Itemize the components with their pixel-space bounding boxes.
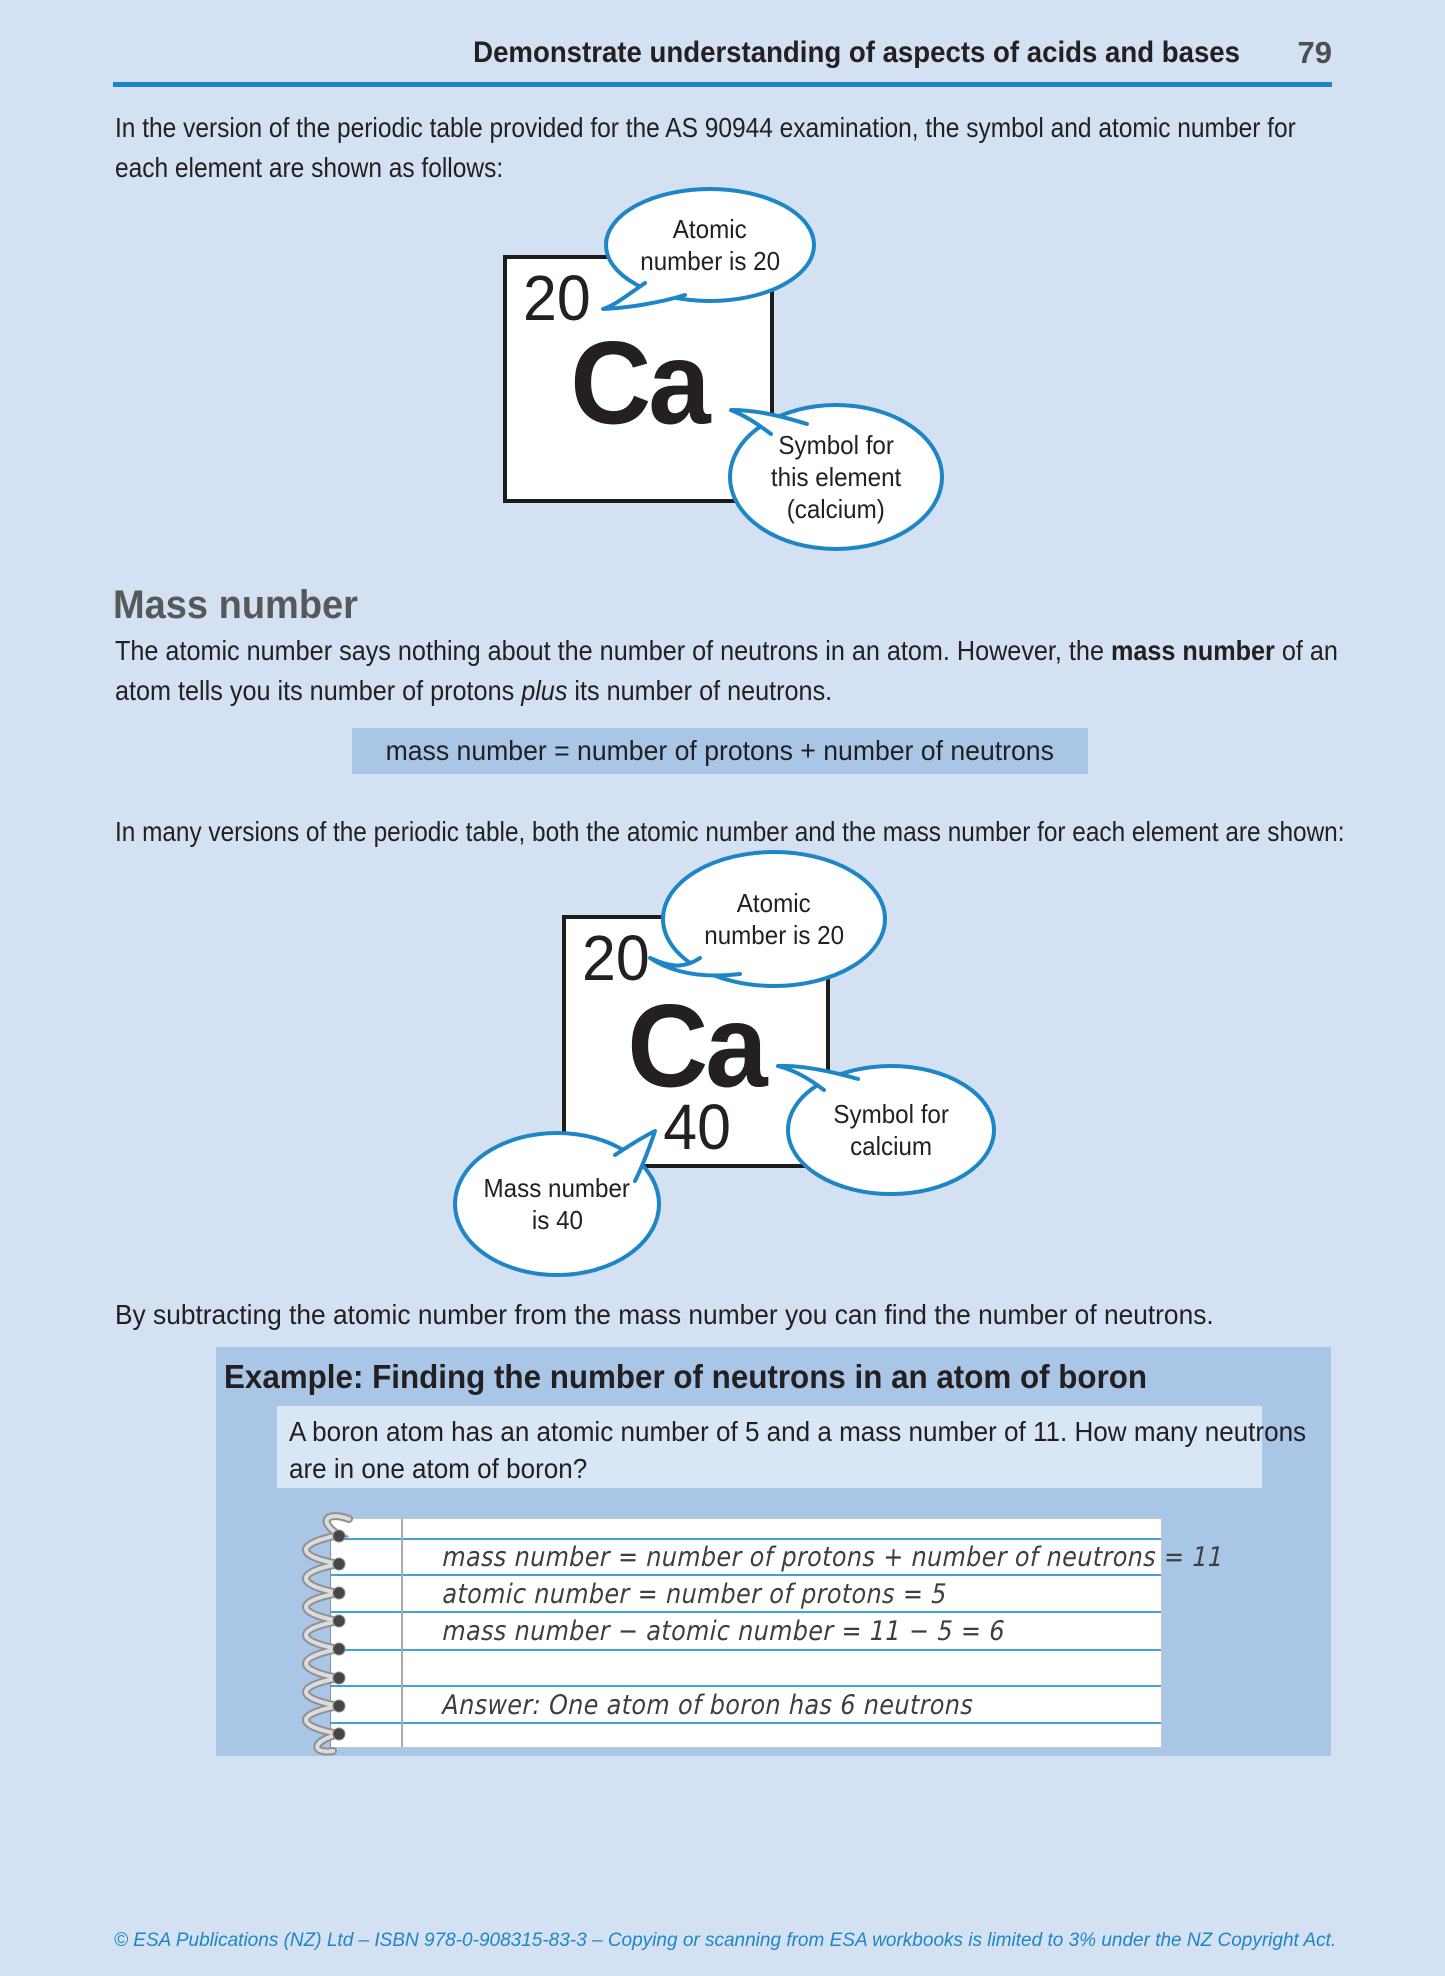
problem-line: are in one atom of boron? — [289, 1453, 588, 1484]
element-symbol: Ca — [569, 317, 708, 450]
bubble-line: number is 20 — [640, 246, 780, 276]
bubble-line: Atomic — [737, 888, 811, 918]
working-row: mass number − atomic number = 11 − 5 = 6 — [442, 1616, 1006, 1647]
bubble-line: number is 20 — [704, 920, 844, 950]
bubble-line: (calcium) — [786, 494, 886, 524]
bubble-line: Symbol for — [833, 1099, 949, 1129]
atomic-number-value: 20 — [523, 262, 591, 334]
intro-paragraph: In the version of the periodic table provided for the AS 90944 examination, the symbol and atomic number for each element are shown as follows: — [115, 112, 1296, 183]
example-heading: Example: Finding the number of neutrons in an atom of boron — [224, 1358, 1148, 1395]
paragraph-text: of an atom tells you its number of protons — [115, 635, 1338, 706]
speech-bubble-mass-number — [443, 1123, 685, 1285]
working-row: atomic number = number of protons = 5 — [442, 1579, 948, 1610]
ruled-line — [331, 1685, 1161, 1687]
bubble-line: Atomic — [673, 214, 747, 244]
margin-line — [401, 1519, 403, 1747]
bold-mass-number: mass number — [1110, 635, 1275, 666]
formula-text: mass number = number of protons + number of neutrons — [385, 735, 1055, 766]
element-symbol: Ca — [627, 980, 765, 1113]
italic-plus: plus — [521, 675, 568, 706]
versions-paragraph: In many versions of the periodic table, both the atomic number and the mass number for each element are shown: — [115, 816, 1345, 847]
bubble-line: is 40 — [531, 1205, 583, 1235]
problem-line: A boron atom has an atomic number of 5 and a mass number of 11. How many neutrons — [289, 1416, 1307, 1447]
mass-number-value: 40 — [663, 1091, 731, 1163]
atomic-number-value: 20 — [582, 922, 650, 994]
speech-bubble-symbol — [772, 1058, 1005, 1200]
bubble-line: Symbol for — [778, 430, 894, 460]
problem-statement-box — [277, 1406, 1307, 1488]
working-row: mass number = number of protons + number of neutrons = 11 — [442, 1542, 1225, 1573]
bubble-line: calcium — [850, 1131, 932, 1161]
bubble-line: this element — [770, 462, 902, 492]
example-panel — [216, 1347, 1331, 1756]
notebook-working — [330, 1518, 1225, 1748]
spiral-binding-icon — [295, 1511, 357, 1757]
page-number: 79 — [1297, 35, 1332, 70]
bubble-line: Mass number — [483, 1173, 631, 1203]
paragraph-text: its number of neutrons. — [567, 675, 833, 706]
paragraph-text: The atomic number says nothing about the number of neutrons in an atom. However, the — [115, 635, 1111, 666]
copyright-footer: © ESA Publications (NZ) Ltd – ISBN 978-0-908315-83-3 – Copying or scanning from ESA workbooks is limited to 3% under the NZ Copyright Act. — [114, 1930, 1337, 1951]
working-row: Answer: One atom of boron has 6 neutrons — [442, 1690, 974, 1721]
ruled-line — [331, 1538, 1161, 1540]
section-heading-mass-number: Mass number — [113, 583, 358, 627]
speech-bubble-atomic-number — [640, 846, 896, 998]
subtracting-paragraph: By subtracting the atomic number from the mass number you can find the number of neutrons. — [115, 1299, 1214, 1330]
page-title: Demonstrate understanding of aspects of acids and bases — [473, 36, 1240, 69]
